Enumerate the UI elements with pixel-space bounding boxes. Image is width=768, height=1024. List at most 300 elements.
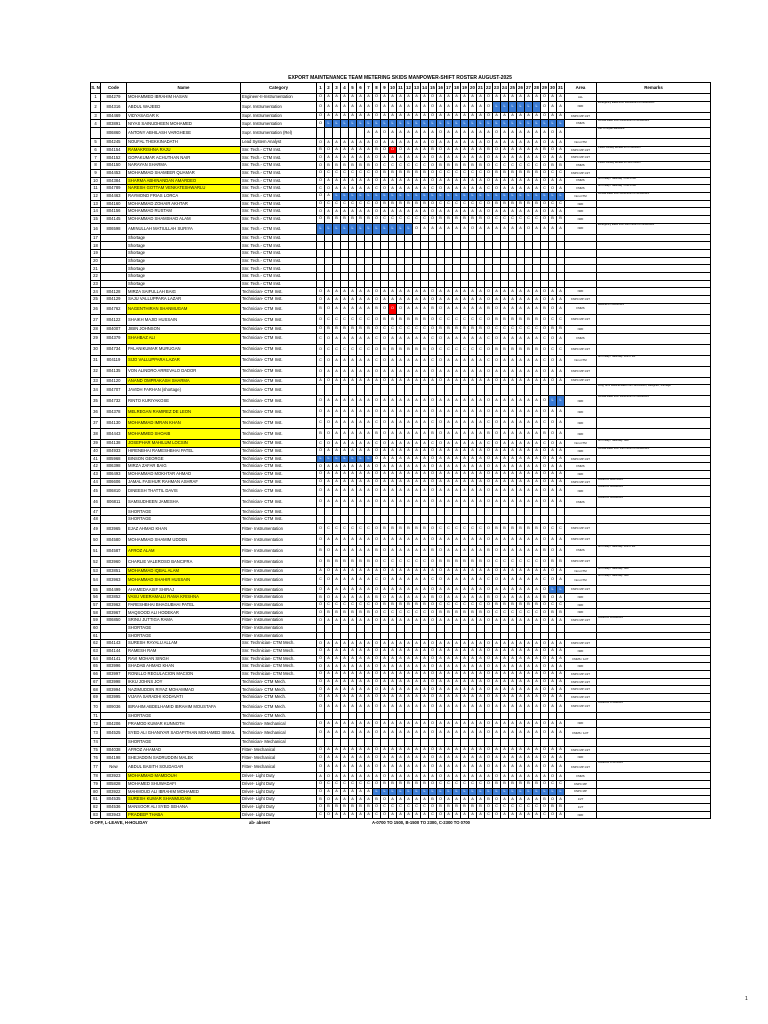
shift-cell: L [421,788,429,796]
shift-cell: B [533,200,541,208]
shift-cell: O [317,177,325,185]
shift-cell: A [437,754,445,762]
shift-cell [469,632,477,640]
shift-cell [509,508,517,516]
remarks-cell [597,670,711,678]
employee-name: MIRZA ZAFAR BAIG [127,463,241,471]
shift-cell [445,242,453,250]
area-cell: KNPC MP 1/2T [565,617,597,625]
shift-cell: A [333,288,341,296]
shift-cell [469,739,477,747]
shift-cell: A [517,223,525,234]
shift-cell: A [381,455,389,463]
shift-cell: A [325,112,333,120]
shift-cell: B [429,545,437,556]
shift-cell: A [365,720,373,728]
shift-cell [357,234,365,242]
shift-cell: A [389,594,397,602]
header-row [91,83,711,94]
shift-cell: O [541,720,549,728]
remarks-cell: 8hr Friday / Saturday- NRF [597,567,711,575]
shift-cell: A [413,185,421,193]
employee-code: 803891 [101,120,127,128]
shift-cell: A [413,470,421,478]
shift-cell [445,385,453,396]
shift-cell [445,250,453,258]
shift-cell: A [357,773,365,781]
shift-cell: A [533,762,541,773]
shift-cell: A [533,396,541,407]
roster-row [91,455,711,463]
shift-cell: B [325,325,333,333]
employee-category: Snr. Tech.- CTM Inst. [241,169,317,177]
shift-cell [357,624,365,632]
shift-cell: A [461,139,469,147]
shift-cell: A [509,208,517,216]
shift-cell: B [357,556,365,567]
shift-cell: A [325,154,333,162]
remarks-cell [597,215,711,223]
shift-cell: A [413,146,421,154]
area-cell: NRF [565,601,597,609]
employee-name: Shortage [127,242,241,250]
roster-body [91,94,711,819]
shift-cell: B [341,609,349,617]
shift-cell: A [517,686,525,694]
shift-cell [341,516,349,524]
shift-cell: B [509,169,517,177]
employee-category: Fitter- Instrumentation [241,617,317,625]
shift-cell: B [397,200,405,208]
shift-cell [349,508,357,516]
shift-cell: C [381,325,389,333]
area-cell: NRF [565,486,597,497]
shift-cell [509,273,517,281]
shift-cell: C [349,780,357,788]
shift-cell: A [533,94,541,102]
shift-cell: C [485,575,493,586]
shift-cell: A [357,429,365,440]
roster-row [91,663,711,671]
roster-row [91,701,711,712]
employee-code: 806860 [101,128,127,139]
shift-cell: A [405,146,413,154]
shift-cell: A [333,534,341,545]
shift-cell: A [445,773,453,781]
employee-category: Snr. Tech.- CTM Inst. [241,242,317,250]
area-cell [565,234,597,242]
shift-cell: A [509,746,517,754]
shift-cell: A [557,185,565,193]
shift-cell: A [341,746,349,754]
shift-cell: A [421,429,429,440]
shift-cell: A [389,396,397,407]
shift-cell: L [389,120,397,128]
shift-cell: O [373,169,381,177]
shift-cell: A [429,377,437,385]
shift-cell: A [549,177,557,185]
day-header: 26 [517,83,525,94]
shift-cell: C [509,556,517,567]
shift-cell: O [373,617,381,625]
shift-cell [333,273,341,281]
shift-cell: A [493,497,501,508]
shift-cell [501,508,509,516]
shift-cell: A [397,678,405,686]
shift-cell: A [493,534,501,545]
shift-cell: O [541,663,549,671]
shift-cell: A [421,486,429,497]
shift-cell: A [557,670,565,678]
shift-cell: A [397,497,405,508]
shift-cell: L [549,396,557,407]
shift-cell: A [333,440,341,448]
shift-cell: B [389,344,397,355]
shift-cell: A [341,333,349,344]
shift-cell: A [509,112,517,120]
shift-cell: A [509,720,517,728]
shift-cell [365,250,373,258]
shift-cell: A [389,762,397,773]
shift-cell: A [413,366,421,377]
row-sn: 72 [91,720,101,728]
shift-cell: A [381,208,389,216]
area-cell [565,265,597,273]
shift-cell: A [405,640,413,648]
shift-cell: A [501,447,509,455]
shift-cell: C [373,811,381,819]
shift-cell: A [549,94,557,102]
shift-cell: A [469,594,477,602]
row-sn: 32 [91,366,101,377]
shift-cell: A [557,701,565,712]
shift-cell: A [517,545,525,556]
shift-cell [517,739,525,747]
shift-cell [381,273,389,281]
shift-cell [493,280,501,288]
shift-cell: A [437,470,445,478]
row-sn: 37 [91,418,101,429]
shift-cell: B [493,523,501,534]
roster-row [91,440,711,448]
shift-cell: B [501,780,509,788]
shift-cell [477,508,485,516]
shift-cell: A [549,447,557,455]
shift-cell: O [429,177,437,185]
shift-cell: A [397,440,405,448]
shift-cell: C [557,314,565,325]
area-cell: FMMS / 1/2T [565,728,597,739]
shift-cell: O [485,678,493,686]
shift-cell: A [501,154,509,162]
shift-cell: A [357,617,365,625]
employee-category: Technician- CTM Mech. [241,712,317,720]
shift-cell: B [333,325,341,333]
shift-cell: O [429,686,437,694]
shift-cell: A [341,139,349,147]
shift-cell [453,273,461,281]
shift-cell: A [389,773,397,781]
row-sn: 41 [91,455,101,463]
shift-cell: A [517,754,525,762]
shift-cell: A [501,701,509,712]
shift-cell: A [389,366,397,377]
employee-category: Supr. Instrumentation [241,120,317,128]
shift-cell: A [365,154,373,162]
shift-cell: A [373,128,381,139]
shift-cell: O [541,296,549,304]
shift-cell: O [541,139,549,147]
shift-cell: A [501,366,509,377]
shift-cell: A [365,728,373,739]
shift-cell [477,624,485,632]
shift-cell: A [469,534,477,545]
shift-cell: A [469,154,477,162]
shift-cell: A [357,396,365,407]
shift-cell: O [373,803,381,811]
shift-cell: A [341,396,349,407]
shift-cell: A [325,486,333,497]
employee-code: 804279 [101,94,127,102]
shift-cell: A [349,146,357,154]
area-cell: FMMS [565,497,597,508]
employee-name: BINSON GEORGE [127,455,241,463]
employee-code: 804535 [101,796,127,804]
roster-row [91,647,711,655]
shift-cell: O [429,780,437,788]
shift-cell: L [357,223,365,234]
shift-cell: B [413,344,421,355]
shift-cell: O [317,754,325,762]
shift-cell: C [381,803,389,811]
shift-cell: A [525,296,533,304]
shift-cell: L [397,120,405,128]
shift-cell [389,257,397,265]
shift-cell [381,242,389,250]
shift-cell [461,280,469,288]
shift-cell: A [533,575,541,586]
shift-cell: A [333,773,341,781]
shift-cell: A [397,720,405,728]
shift-cell: B [381,601,389,609]
shift-cell: A [365,762,373,773]
shift-cell: A [477,177,485,185]
shift-cell: O [381,594,389,602]
shift-cell: O [381,567,389,575]
shift-cell: A [357,754,365,762]
shift-cell: A [557,407,565,418]
employee-name: PRAMOD KUMAR KUNNOTH [127,720,241,728]
row-sn: 75 [91,746,101,754]
shift-cell: A [341,567,349,575]
shift-cell: A [397,773,405,781]
shift-cell: O [325,796,333,804]
shift-cell: B [413,169,421,177]
remarks-cell [597,169,711,177]
shift-cell: A [357,177,365,185]
shift-cell: C [373,333,381,344]
shift-cell: A [493,670,501,678]
shift-cell: C [357,601,365,609]
shift-cell: B [493,344,501,355]
shift-cell [349,128,357,139]
shift-cell: B [317,594,325,602]
shift-cell [333,265,341,273]
shift-cell: A [469,655,477,663]
remarks-cell: Joined on 30/07/2025 [597,478,711,486]
shift-cell: O [325,303,333,314]
shift-cell [389,624,397,632]
shift-cell: A [445,655,453,663]
area-cell: Non-CTM [565,575,597,586]
shift-cell: O [493,567,501,575]
shift-cell [413,234,421,242]
shift-cell: O [485,478,493,486]
shift-cell [541,234,549,242]
shift-cell: O [381,440,389,448]
row-sn: 3 [91,112,101,120]
shift-cell: A [341,497,349,508]
shift-cell: A [429,773,437,781]
shift-cell: C [437,344,445,355]
shift-cell: A [517,418,525,429]
shift-cell [509,632,517,640]
shift-cell: A [453,686,461,694]
shift-cell: A [421,762,429,773]
shift-cell: A [517,694,525,702]
shift-cell [373,712,381,720]
shift-cell: O [381,773,389,781]
shift-cell: A [357,663,365,671]
shift-cell: O [373,678,381,686]
shift-cell: A [341,355,349,366]
shift-cell: A [397,478,405,486]
shift-cell: A [445,762,453,773]
row-sn: 54 [91,575,101,586]
shift-cell: O [317,720,325,728]
shift-cell: A [445,486,453,497]
shift-cell [341,632,349,640]
row-sn: 21 [91,265,101,273]
shift-cell: A [453,429,461,440]
shift-cell: A [349,670,357,678]
shift-cell: A [461,177,469,185]
shift-cell: A [349,686,357,694]
row-sn: 77 [91,762,101,773]
shift-cell: C [421,162,429,170]
shift-cell: B [421,601,429,609]
shift-cell: A [453,663,461,671]
shift-cell: L [477,788,485,796]
area-cell: NRF [565,215,597,223]
shift-cell [405,257,413,265]
shift-cell: A [333,647,341,655]
shift-cell: A [461,686,469,694]
shift-cell [477,385,485,396]
shift-cell: A [453,208,461,216]
row-sn: 45 [91,486,101,497]
shift-cell [541,242,549,250]
shift-cell [437,632,445,640]
remarks-cell: 8hr Friday / Saturday- NRF [597,440,711,448]
shift-cell [317,273,325,281]
shift-cell: O [429,720,437,728]
shift-cell: A [557,678,565,686]
shift-cell: A [557,773,565,781]
shift-cell [429,516,437,524]
shift-cell: A [517,208,525,216]
shift-cell: A [533,746,541,754]
shift-cell [389,234,397,242]
shift-cell: O [541,200,549,208]
row-sn: 15 [91,215,101,223]
shift-cell [557,632,565,640]
shift-cell: O [325,185,333,193]
shift-cell: A [509,128,517,139]
shift-cell: A [445,463,453,471]
shift-cell: O [381,418,389,429]
day-header: 30 [549,83,557,94]
shift-cell: A [517,478,525,486]
shift-cell: A [333,586,341,594]
shift-cell: O [429,678,437,686]
shift-cell: A [453,177,461,185]
shift-cell: C [373,185,381,193]
shift-cell: A [477,396,485,407]
shift-cell: A [517,296,525,304]
shift-cell [501,273,509,281]
shift-cell: B [325,609,333,617]
employee-category: Lead System Analyst [241,139,317,147]
shift-cell: L [541,192,549,200]
shift-cell: A [341,655,349,663]
remarks-cell [597,407,711,418]
shift-cell: O [317,169,325,177]
legend-off: O-OFF, L-LEAVE, H-HOLIDAY [90,820,148,826]
shift-cell: A [517,594,525,602]
employee-code: 804038 [101,746,127,754]
shift-cell: B [341,325,349,333]
shift-cell: A [557,154,565,162]
area-cell: KNPC MP 1/2T [565,556,597,567]
employee-category: Driver- Light Duty [241,803,317,811]
shift-cell: A [437,686,445,694]
shift-cell [477,234,485,242]
shift-cell: A [509,185,517,193]
shift-cell: O [485,640,493,648]
shift-cell: A [477,333,485,344]
shift-cell [509,385,517,396]
shift-cell: A [477,139,485,147]
employee-code: 804128 [101,288,127,296]
shift-cell: A [413,355,421,366]
shift-cell: O [541,94,549,102]
shift-cell: A [469,701,477,712]
shift-cell: L [333,120,341,128]
shift-cell: A [421,470,429,478]
day-header: 12 [405,83,413,94]
shift-cell: A [421,407,429,418]
shift-cell: B [333,556,341,567]
employee-name: NAZIMUDDIN RIYAZ MOHAMMAD [127,686,241,694]
shift-cell: A [405,720,413,728]
shift-cell [485,265,493,273]
day-header: 19 [461,83,469,94]
shift-cell: O [429,803,437,811]
shift-cell: C [557,523,565,534]
employee-name: PRADEEP THABA [127,811,241,819]
area-cell: FMMS [565,120,597,128]
